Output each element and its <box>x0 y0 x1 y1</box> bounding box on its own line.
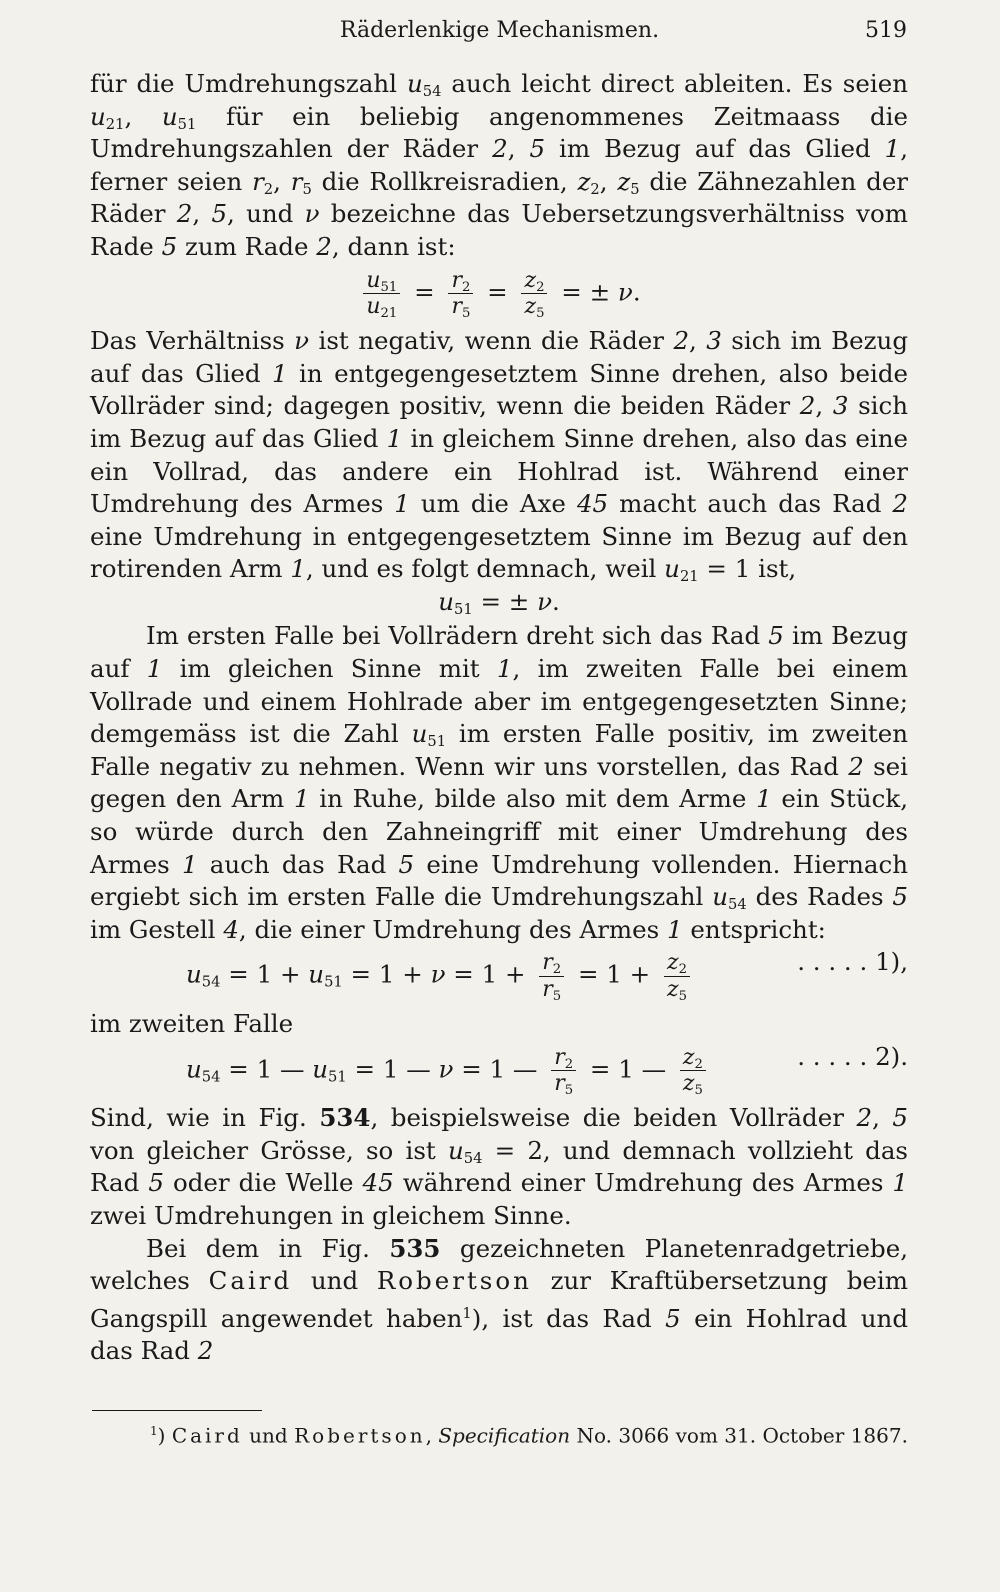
body-text <box>90 68 908 1368</box>
fraction-r2-r5-eq1: $\frac{r_2}{r_5}$ <box>539 950 564 1002</box>
equation-2: $u_{54} = 1$ — $u_{51} = 1$ — ν = 1 — $\frac{r_2}{r_5}$ = 1 — $\frac{z_2}{z_5}$ . . . . . 2). <box>186 1041 908 1098</box>
paragraph-1: für die Umdrehungszahl $u_{54}$ auch leicht direct ableiten. Es seien $u_{21}$, $u_{51}$ für ein beliebig angenommenes Zeitmaass die Umdrehungszahlen der Räder 2, 5 im Bezug auf das Glied 1, ferner seien $r_2$, $r_5$ die Rollkreisradien, $z_2$, $z_5$ die Zähnezahlen der Räder 2, 5, und ν bezeichne das Uebersetzungsverhältniss vom Rade 5 zum Rade 2, dann ist: <box>90 69 909 261</box>
running-header <box>92 16 907 50</box>
fraction-r2-r5: $\frac{r_2}{r_5}$ <box>448 268 473 320</box>
header-title: Räderlenkige Mechanismen. <box>339 18 660 43</box>
fraction-z2-z5-eq2: $\frac{z_2}{z_5}$ <box>680 1045 706 1097</box>
paragraph-3: Im ersten Falle bei Vollrädern dreht sich das Rad 5 im Bezug auf 1 im gleichen Sinne mit 1, im zweiten Falle bei einem Vollrade und einem Hohlrade aber im entgegengesetzten Sinne; demgemäss ist die Zahl $u_{51}$ im ersten Falle positiv, im zweiten Falle negativ zu nehmen. Wenn wir uns vorstellen, das Rad 2 sei gegen den Arm 1 in Ruhe, bilde also mit dem Arme 1 ein Stück, so würde durch den Zahneingriff mit einer Umdrehung des Armes 1 auch das Rad 5 eine Umdrehung vollenden. Hiernach ergiebt sich im ersten Falle die Umdrehungszahl $u_{54}$ des Rades 5 im Gestell 4, die einer Umdrehung des Armes 1 entspricht: <box>90 621 909 944</box>
fraction-u51-u21: $\frac{u_{51}}{u_{21}}$ <box>363 268 400 320</box>
equation-2-tag: . . . . . 2). <box>797 1041 908 1071</box>
footnote-rule <box>92 1410 262 1411</box>
equation-u51: $u_{51}$ = ± ν. <box>438 586 560 618</box>
page-number: 519 <box>865 18 907 43</box>
paragraph-4: Sind, wie in Fig. 534, beispielsweise die beiden Vollräder 2, 5 von gleicher Grösse, so ist $u_{54} = 2$, und demnach vollzieht das Rad 5 oder die Welle 45 während einer Umdrehung des Armes 1 zwei Umdrehungen in gleichem Sinne. <box>90 1103 909 1230</box>
fraction-z2-z5-eq1: $\frac{z_2}{z_5}$ <box>664 950 690 1002</box>
paragraph-2: Das Verhältniss ν ist negativ, wenn die Räder 2, 3 sich im Bezug auf das Glied 1 in entgegengesetztem Sinne drehen, also beide Vollräder sind; dagegen positiv, wenn die beiden Räder 2, 3 sich im Bezug auf das Glied 1 in gleichem Sinne drehen, also das eine ein Vollrad, das andere ein Hohlrad ist. Während einer Umdrehung des Armes 1 um die Axe 45 macht auch das Rad 2 eine Umdrehung in entgegengesetztem Sinne im Bezug auf den rotirenden Arm 1, und es folgt demnach, weil $u_{21} = 1$ ist, <box>90 326 908 586</box>
equation-1-tag: . . . . . 1), <box>797 947 908 977</box>
equation-ratio: $\frac{u_{51}}{u_{21}}$ = $\frac{r_2}{r_5}$ = $\frac{z_2}{z_5}$ = ± ν. <box>90 268 908 320</box>
between-text: im zweiten Falle <box>90 1008 294 1038</box>
fraction-z2-z5: $\frac{z_2}{z_5}$ <box>521 268 547 320</box>
fraction-r2-r5-eq2: $\frac{r_2}{r_5}$ <box>551 1045 576 1097</box>
equation-1: $u_{54} = 1 + u_{51} = 1 + \nu = 1$ + $\frac{r_2}{r_5}$ = 1 + $\frac{z_2}{z_5}$ . . . . . 1), <box>186 947 908 1004</box>
footnote: $^1$) Caird und Robertson, Specification No. 3066 vom 31. October 1867. <box>150 1423 908 1448</box>
paragraph-5: Bei dem in Fig. 535 gezeichneten Planetenradgetriebe, welches Caird und Robertson zur Kraftübersetzung beim Gangspill angewendet haben$^1$), ist das Rad 5 ein Hohlrad und das Rad 2 <box>90 1233 909 1366</box>
